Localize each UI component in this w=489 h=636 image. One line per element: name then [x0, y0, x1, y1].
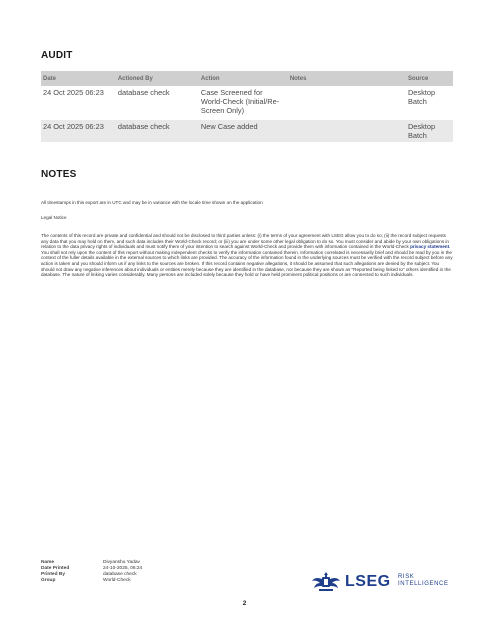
cell-notes [288, 86, 406, 120]
meta-label: Name [41, 560, 55, 565]
timezone-note: All timestamps in this export are in UTC and may be in variance with the locale time shown on the application [41, 200, 263, 205]
lseg-wordmark: LSEG [345, 573, 391, 590]
table-row [41, 86, 453, 120]
lseg-subtitle-line-2: INTELLIGENCE [398, 581, 449, 587]
column-header-action: Action [199, 71, 288, 86]
cell-actioned-by: database check [116, 86, 199, 120]
cell-date: 24 Oct 2025 06:23 [41, 86, 116, 120]
legal-text-part-2: . You shall not rely upon the content of this report without making independent checks to verify the information contained therein. Information correlated is necessarily brief and should be read by you in the context of the fuller details available in the external sources to which links are provided. The accuracy of the information found in the underlying sources must be verified with the record subject before any action is taken and you should inform us if any links to the sources are broken. If this record contains negative allegations, it should be assumed that such allegations are denied by the subject. You should not draw any negative inferences about individuals or entities merely because they are identified in the database, nor because they are shown as "Reported being linked to" others identified in the database. The nature of linking varies considerably. Many persons are included solely because they hold or have held prominent political positions or are connected to such individuals. [41, 244, 453, 278]
lseg-subtitle [398, 574, 449, 588]
meta-label: Printed By [41, 572, 65, 577]
column-header-source: Source [406, 71, 453, 86]
print-metadata [41, 560, 142, 584]
page-number: 2 [242, 600, 247, 607]
cell-source: Desktop Batch [406, 86, 453, 120]
legal-notice-heading: Legal Notice [41, 215, 67, 220]
cell-action: New Case added [199, 120, 288, 142]
cell-source: Desktop Batch [406, 120, 453, 142]
legal-text-part-1: The contents of this record are private and confidential and should not be disclosed to third parties unless: (i) the terms of your agreement with LSEG allow you to do so; (ii) the record subject requests any data that you may hold on them, and such data includes their World-Check record; or (iii) you are under some other legal obligation to do so. You must consider and abide by your own obligations in relation to the data privacy rights of individuals and must notify them of your intention to search against World-Check and provide them with information contained in the World-Check [41, 233, 449, 250]
meta-value: World-Check [103, 578, 131, 583]
cell-actioned-by: database check [116, 120, 199, 142]
cell-action: Case Screened for World-Check (Initial/Re-Screen Only) [199, 86, 288, 120]
audit-table-header-row [41, 71, 453, 86]
lseg-logo [311, 571, 451, 595]
meta-row-group [41, 578, 142, 584]
meta-label: Date Printed [41, 566, 70, 571]
meta-label: Group [41, 578, 56, 583]
audit-table [41, 71, 453, 142]
column-header-date: Date [41, 71, 116, 86]
column-header-notes: Notes [288, 71, 406, 86]
lseg-crest-icon [311, 571, 341, 593]
meta-value: 24-10-2025, 06:24 [103, 566, 143, 571]
cell-date: 24 Oct 2025 06:23 [41, 120, 116, 142]
legal-notice-text [41, 233, 453, 278]
column-header-actioned-by: Actioned By [116, 71, 199, 86]
cell-notes [288, 120, 406, 142]
meta-value: database check [103, 572, 137, 577]
lseg-subtitle-line-1: RISK [398, 574, 415, 580]
notes-section-title: NOTES [41, 169, 77, 180]
meta-value: Divyanshu Yadav [103, 560, 140, 565]
audit-section-title: AUDIT [41, 50, 73, 61]
table-row [41, 120, 453, 142]
privacy-statement-link[interactable]: privacy statement [410, 244, 450, 250]
